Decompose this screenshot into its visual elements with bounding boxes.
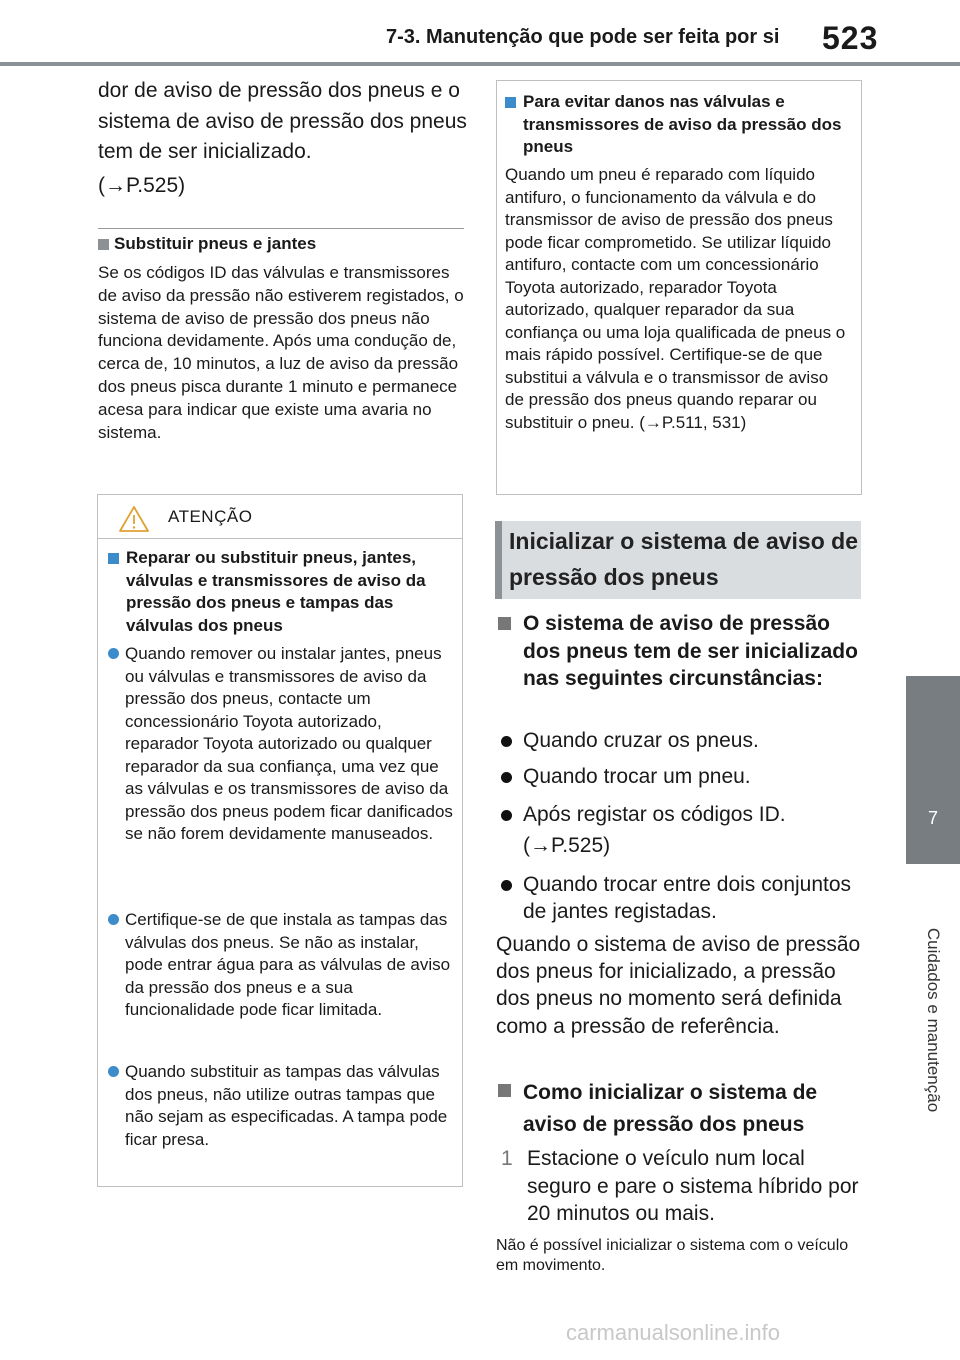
caution-item <box>108 643 454 846</box>
header-divider <box>0 62 960 66</box>
init-body: Quando o sistema de aviso de pressão dos pneus for inicializado, a pressão dos pneus no momento será definida como a pressão de referência. <box>496 933 861 1038</box>
intro-paragraph <box>98 76 468 201</box>
how-to-title <box>496 1077 862 1141</box>
square-bullet-icon <box>498 617 511 630</box>
square-bullet-icon <box>505 97 516 108</box>
init-heading-text: Inicializar o sistema de aviso de pressão dos pneus <box>509 528 858 590</box>
replace-section-body: Se os códigos ID das válvulas e transmissores de aviso da pressão não estiverem registados, o sistema de aviso de pressão dos pneus não funciona devidamente. Após uma condução de, cerca de, 10 minutos, a luz de aviso da pressão dos pneus pisca durante 1 minuto e permanece acesa para indicar que existe uma avaria no sistema. <box>98 263 464 442</box>
step-text: Estacione o veículo num local seguro e pare o sistema híbrido por 20 minutos ou mais. <box>527 1147 859 1225</box>
note-body: Quando um pneu é reparado com líquido antifuro, o funcionamento da válvula e do transmissor de aviso de pressão dos pneus pode ficar comprometido. Se utilizar líquido antifuro, contacte com um concessionário Toyota autorizado, reparador Toyota autorizado, qualquer reparador da sua confiança ou uma loja qualificada de pneus o mais rápido possível. Certifique-se de que substitui a válvula e o transmissor de aviso de pressão dos pneus quando reparar ou substituir o pneu. (→P.511, 531) <box>505 165 846 432</box>
step-item <box>496 1145 862 1228</box>
caution-header <box>98 495 462 539</box>
caution-item-text: Quando remover ou instalar jantes, pneus ou válvulas e transmissores de aviso da pressão dos pneus, contacte um concessionário Toyota autorizado, reparador Toyota autorizado ou qualquer reparador da sua confiança, uma vez que as válvulas e os transmissores de aviso da pressão dos pneus podem ficar danificados se não forem devidamente manuseados. <box>125 644 453 843</box>
dot-bullet-icon <box>501 810 512 821</box>
caution-item <box>108 1061 454 1151</box>
square-bullet-icon <box>498 1084 511 1097</box>
caution-box <box>97 494 463 1187</box>
caution-title: ATENÇÃO <box>168 507 253 526</box>
list-item-page-ref: (→P.525) <box>523 834 611 857</box>
caution-item <box>108 909 454 1022</box>
list-item-text: Quando cruzar os pneus. <box>523 729 759 752</box>
page-number: 523 <box>822 20 879 56</box>
chapter-label-wrap <box>906 870 960 1170</box>
init-section-heading <box>495 521 861 599</box>
dot-bullet-icon <box>501 880 512 891</box>
list-item <box>496 871 862 925</box>
note-title <box>505 91 851 159</box>
list-item <box>496 801 862 859</box>
chapter-label: Cuidados e manutenção <box>924 927 943 1113</box>
dot-bullet-icon <box>108 914 119 925</box>
intro-text: dor de aviso de pressão dos pneus e o sistema de aviso de pressão dos pneus tem de ser inicializado. <box>98 79 467 163</box>
step-number: 1 <box>501 1147 513 1170</box>
how-to-title-text: Como inicializar o sistema de aviso de pressão dos pneus <box>523 1081 818 1136</box>
list-item-text: Quando trocar um pneu. <box>523 765 751 788</box>
note-box <box>496 80 862 495</box>
header-section-title: 7-3. Manutenção que pode ser feita por si <box>386 26 780 48</box>
chapter-number: 7 <box>927 808 938 828</box>
caution-subtitle <box>108 547 454 637</box>
init-subtitle-text: O sistema de aviso de pressão dos pneus tem de ser inicializado nas seguintes circunstâncias: <box>523 612 858 691</box>
dot-bullet-icon <box>501 736 512 747</box>
square-bullet-icon <box>108 553 119 564</box>
caution-item-text: Quando substituir as tampas das válvulas dos pneus, não utilize outras tampas que não sejam as especificadas. A tampa pode ficar presa. <box>125 1062 448 1149</box>
list-item-text: Quando trocar entre dois conjuntos de jantes registadas. <box>523 873 852 923</box>
chapter-tab <box>906 676 960 864</box>
list-item <box>496 727 862 754</box>
replace-section-title <box>98 234 316 254</box>
section-divider <box>98 228 464 229</box>
heading-accent-bar <box>495 521 502 599</box>
intro-page-ref: (→P.525) <box>98 173 186 197</box>
init-subtitle <box>496 610 862 693</box>
dot-bullet-icon <box>108 1066 119 1077</box>
watermark: carmanualsonline.info <box>566 1320 781 1345</box>
caution-subtitle-text: Reparar ou substituir pneus, jantes, válvulas e transmissores de aviso da pressão dos pneus e tampas das válvulas dos pneus <box>126 548 426 635</box>
replace-section-title-text: Substituir pneus e jantes <box>114 234 317 253</box>
caution-item-text: Certifique-se de que instala as tampas das válvulas dos pneus. Se não as instalar, pode entrar água para as válvulas de aviso da pressão dos pneus e a sua funcionalidade pode ficar limitada. <box>125 910 451 1019</box>
note-title-text: Para evitar danos nas válvulas e transmissores de aviso da pressão dos pneus <box>523 92 842 156</box>
dot-bullet-icon <box>108 648 119 659</box>
list-item <box>496 763 862 790</box>
warning-triangle-icon <box>118 505 150 533</box>
dot-bullet-icon <box>501 772 512 783</box>
list-item-text: Após registar os códigos ID. <box>523 803 786 826</box>
square-bullet-icon <box>98 239 109 250</box>
step-note: Não é possível inicializar o sistema com o veículo em movimento. <box>496 1237 849 1274</box>
